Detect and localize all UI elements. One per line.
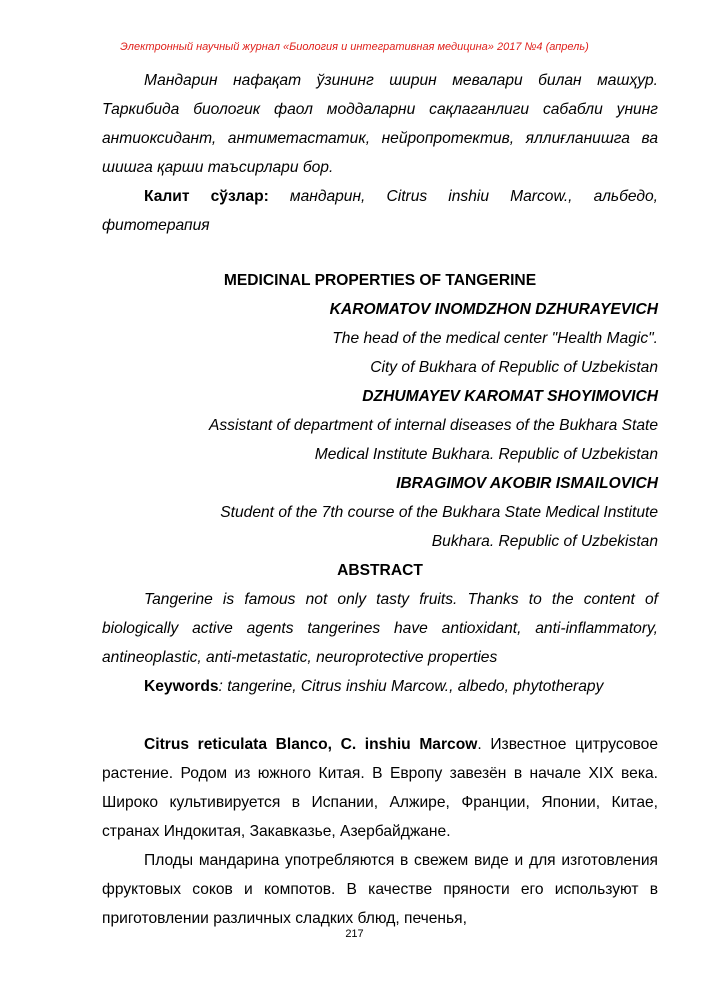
author-affiliation: City of Bukhara of Republic of Uzbekistan [370, 359, 658, 376]
author-affiliation: Medical Institute Bukhara. Republic of Uzbekistan [314, 446, 658, 463]
abstract-heading: ABSTRACT [337, 562, 423, 579]
author-affiliation: Bukhara. Republic of Uzbekistan [431, 533, 658, 550]
journal-header: Электронный научный журнал «Биология и интегративная медицина» 2017 №4 (апрель) [120, 41, 589, 53]
uz-keywords-text: мандарин, Citrus inshiu Marcow., альбедо, фитотерапия [102, 188, 658, 234]
author-affiliation: Assistant of department of internal diseases of the Bukhara State [208, 417, 658, 434]
body-text: . Известное цитрусовое растение. Родом из южного Китая. В Европу завезён в начале XIX века. Широко культивируется в Испании, Алжире, Франции, Японии, Китае, странах Индокитая, Закавказье, Азербайджане. [102, 736, 659, 840]
en-abstract: Tangerine is famous not only tasty fruits. Thanks to the content of biologically active agents tangerines have antioxidant, anti-inflammatory, antineoplastic, anti-metastatic, neuroprotective properties [102, 591, 658, 666]
en-keywords-text: : tangerine, Citrus inshiu Marcow., albedo, phytotherapy [218, 678, 604, 695]
body-paragraph: Плоды мандарина употребляются в свежем виде и для изготовления фруктовых соков и компотов. В качестве пряности его используют в приготовлении различных сладких блюд, печенья, [102, 852, 658, 927]
author-name: DZHUMAYEV KAROMAT SHOYIMOVICH [362, 388, 658, 405]
en-keywords-label: Keywords [144, 678, 219, 695]
body-paragraph [102, 730, 658, 846]
author-affiliation: The head of the medical center "Health Magic". [332, 330, 658, 347]
uz-keywords [102, 182, 658, 240]
article-content [102, 66, 658, 933]
author-name: IBRAGIMOV AKOBIR ISMAILOVICH [396, 475, 658, 492]
uz-keywords-label: Калит сўзлар: [144, 188, 269, 205]
uz-abstract: Мандарин нафақат ўзининг ширин мевалари билан машҳур. Таркибида биологик фаол моддаларни сақлаганлиги сабабли унинг антиоксидант, антиметастатик, нейропротектив, яллиғланишга ва шишга қарши таъсирлари бор. [102, 72, 658, 176]
article-title: MEDICINAL PROPERTIES OF TANGERINE [223, 272, 537, 289]
en-keywords [102, 672, 658, 701]
author-affiliation: Student of the 7th course of the Bukhara State Medical Institute [220, 504, 658, 521]
page-number: 217 [345, 928, 364, 940]
species-names: Citrus reticulata Blanco, C. inshiu Marcow [144, 736, 478, 753]
author-name: KAROMATOV INOMDZHON DZHURAYEVICH [329, 301, 658, 318]
